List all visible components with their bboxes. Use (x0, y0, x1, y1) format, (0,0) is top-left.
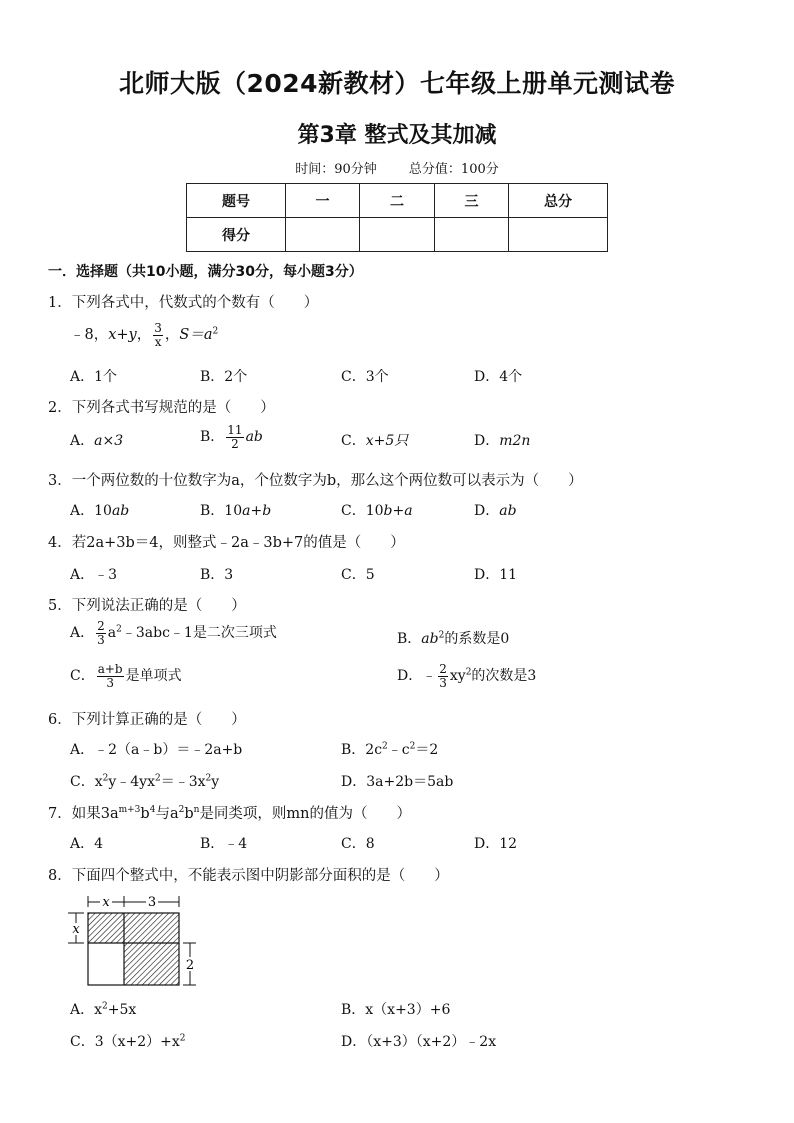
section-heading: 一．选择题（共10小题，满分30分，每小题3分） (48, 264, 363, 280)
fraction: $\frac{2}{3}$ (97, 619, 105, 647)
shaded-top-right (124, 913, 179, 943)
question-1: 1．下列各式中，代数式的个数有（ ） (48, 295, 319, 311)
fraction: $\frac{11}{2}$ (227, 423, 243, 451)
score-table (186, 183, 608, 252)
time-limit: 时间：90分钟 (295, 162, 377, 177)
page-title: 北师大版（2024新教材）七年级上册单元测试卷 (118, 69, 676, 98)
chapter-title: 第3章 整式及其加减 (297, 123, 497, 148)
separator: ， (136, 327, 152, 344)
header-cell: 二 (360, 184, 435, 218)
question-7: 7．如果$3a^{m+3}b^4$与$a^2b^n$是同类项，则mn的值为（ ） (48, 805, 412, 822)
fraction: $\frac{3}{x}$ (154, 321, 162, 349)
option-a[interactable]: A．1个 (70, 369, 118, 385)
row-label: 得分 (187, 218, 286, 252)
header-cell: 一 (286, 184, 360, 218)
option-c[interactable]: C．$x^2y﹣4yx^2=﹣3x^2y$ (70, 773, 220, 790)
header-cell: 总分 (509, 184, 608, 218)
exponent: 2 (212, 326, 219, 337)
exam-info (0, 158, 794, 177)
option-a[interactable]: A．4 (70, 836, 104, 852)
question-6: 6．下列计算正确的是（ ） (48, 712, 246, 728)
option-c[interactable]: C．10b+a (341, 503, 413, 519)
option-a[interactable]: A．a×3 (70, 433, 124, 449)
score-cell[interactable] (435, 218, 509, 252)
option-b[interactable]: B．2个 (200, 369, 248, 385)
question-2: 2．下列各式书写规范的是（ ） (48, 400, 275, 416)
score-cell[interactable] (360, 218, 435, 252)
option-a[interactable]: A． $\frac{2}{3}$ $a^2﹣3abc﹣1$是二次三项式 (70, 619, 277, 647)
option-a[interactable]: A．$x^2+5x$ (70, 1001, 137, 1018)
option-d[interactable]: D．﹣ $\frac{2}{3}$ $xy^2$的次数是3 (397, 662, 537, 690)
option-b[interactable]: B． $\frac{11}{2}$ ab (200, 423, 263, 451)
question-8: 8．下面四个整式中，不能表示图中阴影部分面积的是（ ） (48, 868, 449, 884)
option-d[interactable]: D．4个 (474, 369, 523, 385)
question-3: 3．一个两位数的十位数字为a，个位数字为b，那么这个两位数可以表示为（ ） (48, 473, 583, 489)
shaded-top-left (88, 913, 124, 943)
score-cell[interactable] (286, 218, 360, 252)
option-a[interactable]: A．﹣2（a﹣b）＝﹣2a+b (70, 742, 243, 758)
label-x-left: x (72, 922, 80, 937)
label-3-top: 3 (147, 895, 157, 910)
shaded-area-figure (64, 893, 204, 988)
option-b[interactable]: B．3 (200, 567, 234, 583)
score-table-row (187, 218, 608, 252)
question-4: 4．若2a+3b＝4，则整式﹣2a﹣3b+7的值是（ ） (48, 535, 405, 551)
option-a[interactable]: A．﹣3 (70, 567, 118, 583)
score-table-header (187, 184, 608, 218)
shaded-bottom-right (124, 943, 179, 985)
option-b[interactable]: B．﹣4 (200, 836, 248, 852)
expr: ﹣8， (70, 327, 109, 344)
option-b[interactable]: B．$ab^2$的系数是0 (397, 630, 510, 647)
option-b[interactable]: B．x（x+3）+6 (341, 1002, 451, 1018)
label-2-right: 2 (185, 958, 195, 973)
option-b[interactable]: B．$2c^2﹣c^2=2$ (341, 741, 439, 758)
expr: S＝a (179, 327, 213, 344)
fraction: $\frac{2}{3}$ (439, 662, 447, 690)
option-c[interactable]: C．3个 (341, 369, 389, 385)
question-5: 5．下列说法正确的是（ ） (48, 598, 246, 614)
total-score: 总分值：100分 (408, 162, 499, 177)
separator: ， (164, 327, 180, 344)
header-cell: 三 (435, 184, 509, 218)
option-d[interactable]: D．11 (474, 567, 518, 583)
expr: x+y (108, 327, 137, 344)
option-d[interactable]: D．12 (474, 836, 518, 852)
option-d[interactable]: D．m2n (474, 433, 531, 449)
question-1-expressions (70, 322, 218, 348)
option-d[interactable]: D．（x+3）（x+2）﹣2x (341, 1034, 497, 1050)
option-a[interactable]: A．10ab (70, 503, 130, 519)
score-cell[interactable] (509, 218, 608, 252)
option-c[interactable]: C． $\frac{a+b}{3}$ 是单项式 (70, 662, 182, 690)
label-x-top: x (102, 895, 110, 910)
option-b[interactable]: B．10a+b (200, 503, 272, 519)
header-cell: 题号 (187, 184, 286, 218)
option-c[interactable]: C．5 (341, 567, 375, 583)
fraction: $\frac{a+b}{3}$ (97, 662, 123, 690)
option-c[interactable]: C．8 (341, 836, 375, 852)
option-c[interactable]: C．x+5只 (341, 433, 409, 449)
option-d[interactable]: D．ab (474, 503, 517, 519)
option-d[interactable]: D．3a+2b＝5ab (341, 774, 454, 790)
option-c[interactable]: C．$3(x+2)+x^2$ (70, 1033, 186, 1050)
